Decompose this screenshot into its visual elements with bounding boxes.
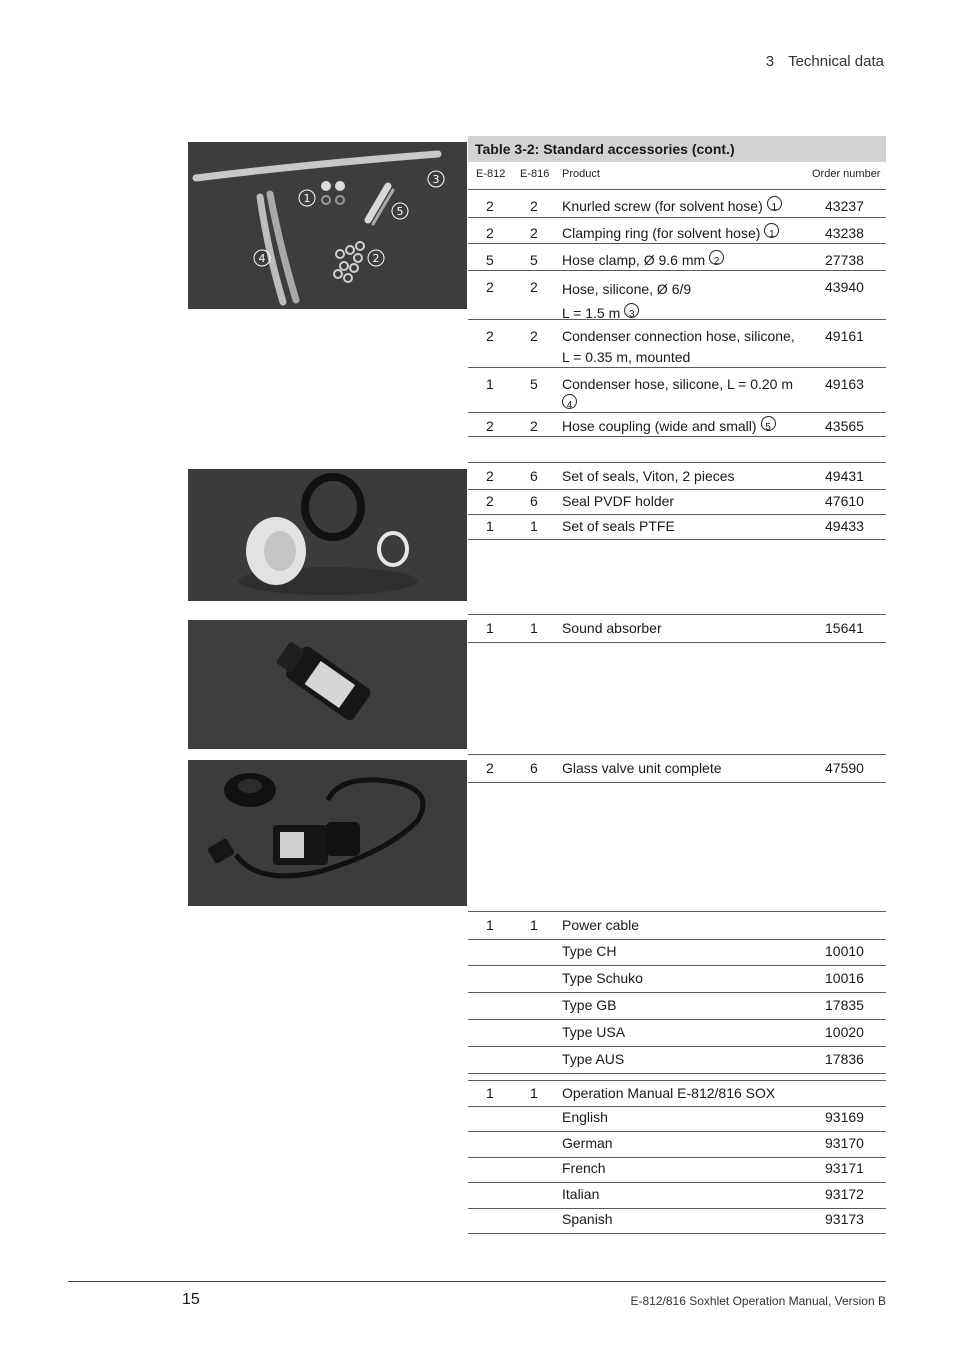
product-text: Condenser connection hose, silicone, xyxy=(562,328,795,344)
product-name: Set of seals PTFE xyxy=(562,518,675,534)
order-number: 93173 xyxy=(825,1211,864,1227)
product-text: Knurled screw (for solvent hose) xyxy=(562,198,763,214)
section-title: Technical data xyxy=(788,53,884,70)
photo-sound-absorber xyxy=(188,620,467,749)
order-number: 17835 xyxy=(825,997,864,1013)
table-row xyxy=(468,993,886,1020)
section-header xyxy=(766,53,884,70)
footer-document-title: E-812/816 Soxhlet Operation Manual, Version B xyxy=(630,1294,886,1308)
product-name: German xyxy=(562,1135,613,1151)
product-name: Italian xyxy=(562,1186,600,1202)
callout-ref: 3 xyxy=(624,303,639,318)
table-row xyxy=(468,614,886,643)
order-number: 49433 xyxy=(825,518,864,534)
qty-e816: 6 xyxy=(530,493,538,509)
table-row xyxy=(468,515,886,540)
qty-e816: 1 xyxy=(530,917,538,933)
product-name xyxy=(562,374,797,414)
qty-e816: 6 xyxy=(530,468,538,484)
table-row xyxy=(468,1020,886,1047)
order-number: 17836 xyxy=(825,1051,864,1067)
order-number: 43237 xyxy=(825,198,864,214)
product-name: Spanish xyxy=(562,1211,613,1227)
qty-e816: 2 xyxy=(530,418,538,434)
table-row xyxy=(468,1132,886,1158)
table-row xyxy=(468,1047,886,1074)
qty-e812: 2 xyxy=(486,225,494,241)
table-row xyxy=(468,1183,886,1209)
product-text: Hose coupling (wide and small) xyxy=(562,418,757,434)
product-text: Condenser hose, silicone, L = 0.20 m xyxy=(562,376,794,392)
order-number: 93171 xyxy=(825,1160,864,1176)
order-number: 47610 xyxy=(825,493,864,509)
table-row xyxy=(468,217,886,244)
callout-4: 4 xyxy=(258,252,266,265)
qty-e816: 5 xyxy=(530,252,538,268)
product-name: French xyxy=(562,1160,606,1176)
table-row xyxy=(468,1209,886,1234)
callout-ref: 4 xyxy=(562,394,577,409)
order-number: 49161 xyxy=(825,328,864,344)
product-name: Type GB xyxy=(562,997,617,1013)
qty-e812: 2 xyxy=(486,279,494,295)
product-name: Type Schuko xyxy=(562,970,643,986)
product-name: Glass valve unit complete xyxy=(562,760,722,776)
qty-e812: 2 xyxy=(486,328,494,344)
product-name xyxy=(562,223,797,244)
table-row xyxy=(468,754,886,783)
table-row xyxy=(468,1158,886,1183)
table-column-headers xyxy=(468,163,886,188)
qty-e816: 1 xyxy=(530,1085,538,1101)
product-name: Set of seals, Viton, 2 pieces xyxy=(562,468,735,484)
callout-1: 1 xyxy=(303,192,311,205)
qty-e816: 1 xyxy=(530,518,538,534)
table-row xyxy=(468,462,886,490)
order-number: 43238 xyxy=(825,225,864,241)
order-number: 93172 xyxy=(825,1186,864,1202)
qty-e816: 2 xyxy=(530,225,538,241)
table-row xyxy=(468,1106,886,1132)
order-number: 93170 xyxy=(825,1135,864,1151)
callout-ref: 1 xyxy=(767,196,782,211)
product-name xyxy=(562,196,797,217)
order-number: 49163 xyxy=(825,376,864,392)
photo-hoses-accessories xyxy=(188,142,467,309)
column-header-order-number: Order number xyxy=(812,168,881,180)
qty-e816: 6 xyxy=(530,760,538,776)
product-text-line2: L = 0.35 m, mounted xyxy=(562,349,691,365)
qty-e812: 5 xyxy=(486,252,494,268)
table-title: Table 3-2: Standard accessories (cont.) xyxy=(468,136,886,162)
callout-5: 5 xyxy=(396,205,404,218)
product-name xyxy=(562,326,797,368)
qty-e812: 1 xyxy=(486,917,494,933)
qty-e816: 2 xyxy=(530,198,538,214)
qty-e816: 1 xyxy=(530,620,538,636)
qty-e812: 2 xyxy=(486,760,494,776)
product-name: Sound absorber xyxy=(562,620,662,636)
table-row xyxy=(468,911,886,940)
product-name xyxy=(562,250,797,271)
callout-2: 2 xyxy=(372,252,380,265)
order-number: 43940 xyxy=(825,279,864,295)
qty-e812: 1 xyxy=(486,518,494,534)
photo-glass-valve-unit xyxy=(188,760,467,906)
footer-divider xyxy=(68,1281,886,1282)
order-number: 15641 xyxy=(825,620,864,636)
product-name: Type CH xyxy=(562,943,617,959)
table-row xyxy=(468,320,886,368)
page-number: 15 xyxy=(182,1291,200,1308)
table-row xyxy=(468,271,886,320)
table-row xyxy=(468,1080,886,1107)
qty-e812: 1 xyxy=(486,376,494,392)
qty-e812: 2 xyxy=(486,468,494,484)
callout-ref: 5 xyxy=(761,416,776,431)
order-number: 43565 xyxy=(825,418,864,434)
qty-e812: 2 xyxy=(486,198,494,214)
product-name: English xyxy=(562,1109,608,1125)
product-text: Clamping ring (for solvent hose) xyxy=(562,225,761,241)
table-row xyxy=(468,966,886,993)
order-number: 10016 xyxy=(825,970,864,986)
callout-ref: 2 xyxy=(709,250,724,265)
table-row xyxy=(468,244,886,271)
table-row xyxy=(468,939,886,966)
qty-e816: 2 xyxy=(530,279,538,295)
table-row xyxy=(468,189,886,218)
product-name: Operation Manual E-812/816 SOX xyxy=(562,1085,776,1101)
photo-seals xyxy=(188,469,467,601)
product-text-line2: L = 1.5 m xyxy=(562,305,621,321)
column-header-e816: E-816 xyxy=(520,168,550,180)
product-text: Hose clamp, Ø 9.6 mm xyxy=(562,252,706,268)
order-number: 93169 xyxy=(825,1109,864,1125)
product-name xyxy=(562,277,797,325)
order-number: 27738 xyxy=(825,252,864,268)
column-header-product: Product xyxy=(562,168,600,180)
table-row xyxy=(468,489,886,515)
product-name: Seal PVDF holder xyxy=(562,493,675,509)
column-header-e812: E-812 xyxy=(476,168,506,180)
qty-e812: 1 xyxy=(486,1085,494,1101)
table-row xyxy=(468,413,886,437)
qty-e816: 2 xyxy=(530,328,538,344)
qty-e812: 1 xyxy=(486,620,494,636)
qty-e816: 5 xyxy=(530,376,538,392)
qty-e812: 2 xyxy=(486,418,494,434)
order-number: 49431 xyxy=(825,468,864,484)
callout-ref: 1 xyxy=(764,223,779,238)
callout-3: 3 xyxy=(432,173,440,186)
order-number: 47590 xyxy=(825,760,864,776)
table-row xyxy=(468,368,886,413)
section-number: 3 xyxy=(765,53,775,70)
product-name xyxy=(562,416,797,437)
product-text: Hose, silicone, Ø 6/9 xyxy=(562,281,692,297)
product-name: Power cable xyxy=(562,917,640,933)
order-number: 10010 xyxy=(825,943,864,959)
qty-e812: 2 xyxy=(486,493,494,509)
order-number: 10020 xyxy=(825,1024,864,1040)
product-name: Type AUS xyxy=(562,1051,625,1067)
product-name: Type USA xyxy=(562,1024,626,1040)
